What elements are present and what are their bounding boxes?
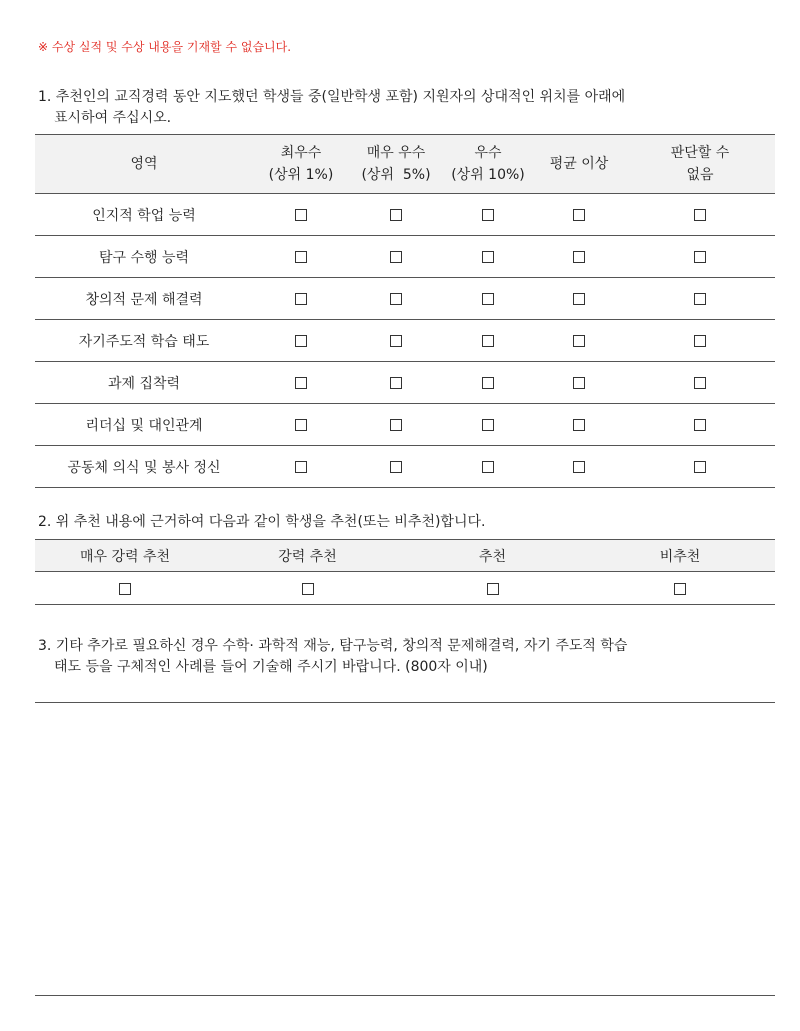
- section3-line1: 3. 기타 추가로 필요하신 경우 수학· 과학적 재능, 탐구능력, 창의적 문제해결력, 자기 주도적 학습: [38, 638, 628, 654]
- checkbox-cannot-judge[interactable]: [694, 293, 706, 305]
- option-strong: 강력 추천: [215, 540, 400, 572]
- checkbox-above-avg[interactable]: [573, 209, 585, 221]
- checkbox-top5[interactable]: [390, 293, 402, 305]
- checkbox-top10[interactable]: [482, 209, 494, 221]
- rating-row-label: 탐구 수행 능력: [35, 236, 253, 278]
- checkbox-top5[interactable]: [390, 377, 402, 389]
- checkbox-strong[interactable]: [302, 583, 314, 595]
- rating-row-label: 과제 집착력: [35, 362, 253, 404]
- rating-row: [35, 194, 775, 236]
- checkbox-top1[interactable]: [295, 377, 307, 389]
- header-top10: 우수 (상위 10%): [443, 135, 533, 194]
- rating-row: [35, 446, 775, 488]
- rating-row-label: 인지적 학업 능력: [35, 194, 253, 236]
- checkbox-above-avg[interactable]: [573, 419, 585, 431]
- recommendation-checkbox-row: [35, 572, 775, 605]
- checkbox-top1[interactable]: [295, 293, 307, 305]
- section3-heading: [38, 636, 627, 678]
- rating-table: [35, 134, 775, 488]
- checkbox-top1[interactable]: [295, 209, 307, 221]
- rating-row-label: 자기주도적 학습 태도: [35, 320, 253, 362]
- header-cannot-judge: 판단할 수 없음: [625, 135, 775, 194]
- rating-header-row: [35, 135, 775, 194]
- checkbox-top5[interactable]: [390, 461, 402, 473]
- checkbox-very-strong[interactable]: [119, 583, 131, 595]
- checkbox-above-avg[interactable]: [573, 461, 585, 473]
- checkbox-top1[interactable]: [295, 419, 307, 431]
- checkbox-above-avg[interactable]: [573, 377, 585, 389]
- rating-row-label: 창의적 문제 해결력: [35, 278, 253, 320]
- checkbox-above-avg[interactable]: [573, 293, 585, 305]
- recommendation-table: [35, 539, 775, 605]
- checkbox-top1[interactable]: [295, 335, 307, 347]
- rating-row: [35, 278, 775, 320]
- rating-row: [35, 236, 775, 278]
- section2-heading: [38, 512, 485, 533]
- checkbox-top10[interactable]: [482, 251, 494, 263]
- answer-area-bottom-rule: [35, 995, 775, 996]
- section1-line1: 1. 추천인의 교직경력 동안 지도했던 학생들 중(일반학생 포함) 지원자의 상대적인 위치를 아래에: [38, 89, 626, 105]
- notice-text: ※ 수상 실적 및 수상 내용을 기재할 수 없습니다.: [38, 40, 292, 54]
- header-area: 영역: [35, 135, 253, 194]
- header-top1: 최우수 (상위 1%): [253, 135, 349, 194]
- checkbox-not-recommend[interactable]: [674, 583, 686, 595]
- checkbox-above-avg[interactable]: [573, 335, 585, 347]
- checkbox-above-avg[interactable]: [573, 251, 585, 263]
- checkbox-cannot-judge[interactable]: [694, 377, 706, 389]
- checkbox-top5[interactable]: [390, 335, 402, 347]
- option-not-recommend: 비추천: [585, 540, 775, 572]
- rating-row: [35, 362, 775, 404]
- checkbox-top5[interactable]: [390, 251, 402, 263]
- checkbox-cannot-judge[interactable]: [694, 251, 706, 263]
- option-recommend: 추천: [400, 540, 585, 572]
- checkbox-top10[interactable]: [482, 335, 494, 347]
- checkbox-cannot-judge[interactable]: [694, 419, 706, 431]
- checkbox-top5[interactable]: [390, 209, 402, 221]
- header-above-avg: 평균 이상: [533, 135, 625, 194]
- checkbox-cannot-judge[interactable]: [694, 335, 706, 347]
- recommendation-header-row: [35, 540, 775, 572]
- rating-row: [35, 320, 775, 362]
- rating-row: [35, 404, 775, 446]
- option-very-strong: 매우 강력 추천: [35, 540, 215, 572]
- checkbox-top10[interactable]: [482, 461, 494, 473]
- checkbox-cannot-judge[interactable]: [694, 209, 706, 221]
- checkbox-top10[interactable]: [482, 419, 494, 431]
- section2-line: 2. 위 추천 내용에 근거하여 다음과 같이 학생을 추천(또는 비추천)합니다.: [38, 514, 486, 530]
- rating-row-label: 리더십 및 대인관계: [35, 404, 253, 446]
- checkbox-top5[interactable]: [390, 419, 402, 431]
- checkbox-top10[interactable]: [482, 377, 494, 389]
- section1-line2: 표시하여 주십시오.: [54, 110, 172, 126]
- checkbox-cannot-judge[interactable]: [694, 461, 706, 473]
- checkbox-top10[interactable]: [482, 293, 494, 305]
- section1-heading: [38, 87, 625, 129]
- checkbox-top1[interactable]: [295, 251, 307, 263]
- rating-row-label: 공동체 의식 및 봉사 정신: [35, 446, 253, 488]
- answer-area-top-rule: [35, 702, 775, 703]
- header-top5: 매우 우수 (상위 5%): [349, 135, 443, 194]
- checkbox-recommend[interactable]: [487, 583, 499, 595]
- section3-line2: 태도 등을 구체적인 사례를 들어 기술해 주시기 바랍니다. (800자 이내): [54, 659, 488, 675]
- checkbox-top1[interactable]: [295, 461, 307, 473]
